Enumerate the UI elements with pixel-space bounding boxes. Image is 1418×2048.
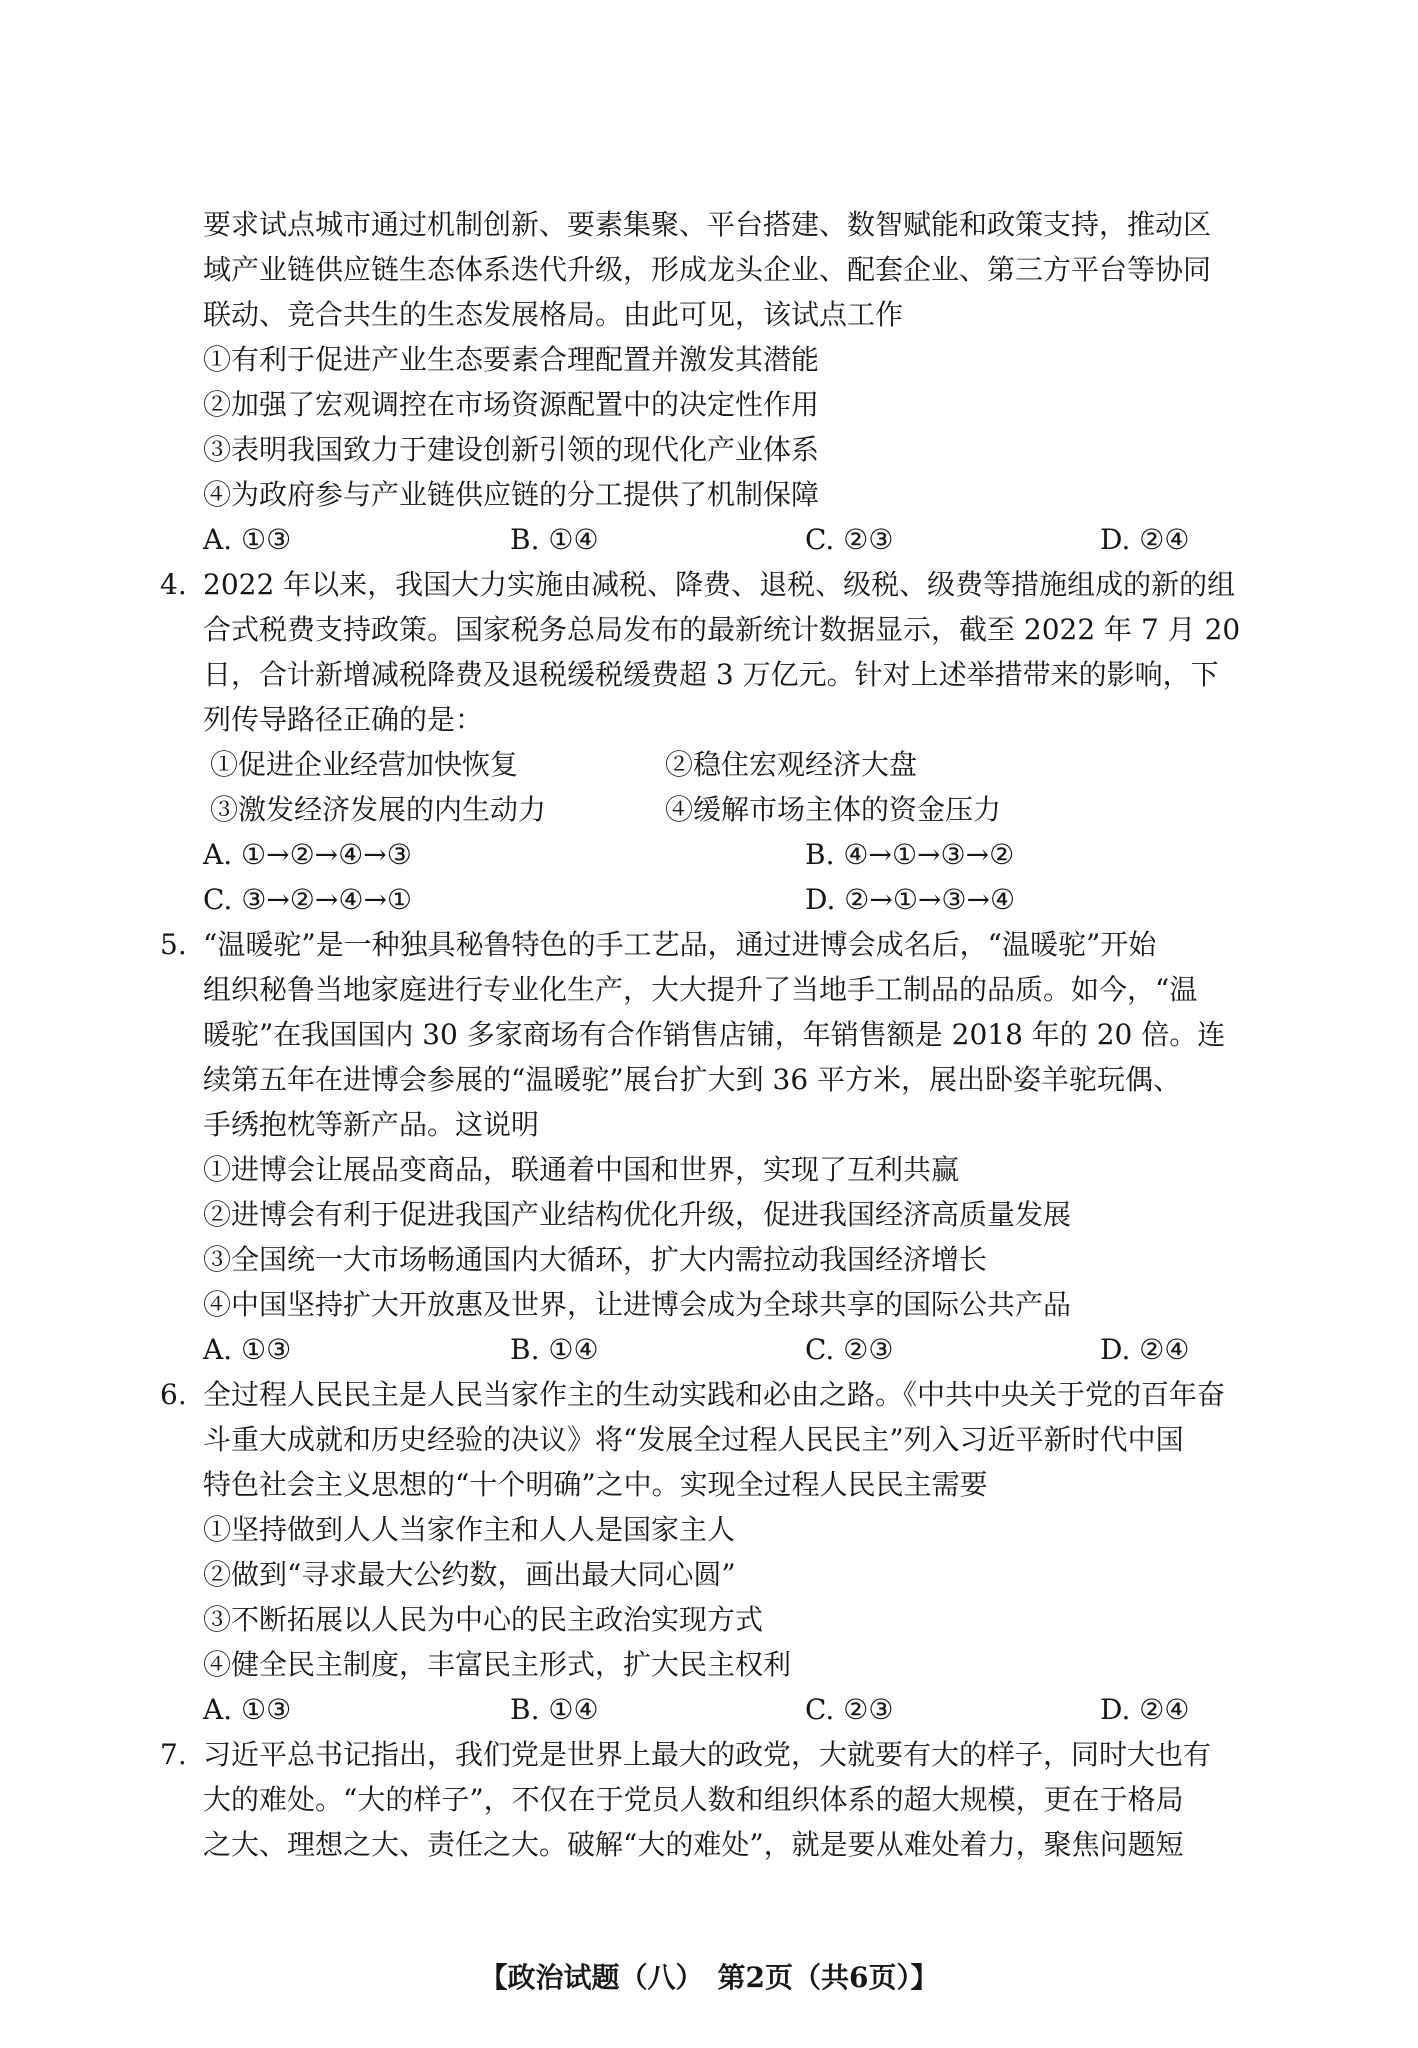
q3-option-a: A. ①③ <box>203 523 292 556</box>
q5-stem-line-1: “温暖驼”是一种独具秘鲁特色的手工艺品，通过进博会成名后，“温暖驼”开始 <box>203 928 1157 961</box>
q4-stem-line-2: 合式税费支持政策。国家税务总局发布的最新统计数据显示，截至 2022 年 7 月 20 <box>203 613 1241 646</box>
q5-option-c: C. ②③ <box>805 1333 894 1366</box>
q7-number: 7. <box>160 1738 187 1771</box>
q3-option-b: B. ①④ <box>510 523 599 556</box>
q4-stem-line-1: 2022 年以来，我国大力实施由减税、降费、退税、级税、级费等措施组成的新的组 <box>203 568 1236 601</box>
q6-item-4: ④健全民主制度，丰富民主形式，扩大民主权利 <box>203 1648 792 1681</box>
q5-item-1: ①进博会让展品变商品，联通着中国和世界，实现了互利共赢 <box>203 1153 960 1186</box>
q6-option-d: D. ②④ <box>1100 1693 1190 1726</box>
q6-option-c: C. ②③ <box>805 1693 894 1726</box>
q4-item-2: ②稳住宏观经济大盘 <box>665 748 918 781</box>
q3-stem-line-2: 域产业链供应链生态体系迭代升级，形成龙头企业、配套企业、第三方平台等协同 <box>203 253 1212 286</box>
q5-stem-line-4: 续第五年在进博会参展的“温暖驼”展台扩大到 36 平方米，展出卧姿羊驼玩偶、 <box>203 1063 1182 1096</box>
q6-stem-line-2: 斗重大成就和历史经验的决议》将“发展全过程人民民主”列入习近平新时代中国 <box>203 1423 1184 1456</box>
q3-item-4: ④为政府参与产业链供应链的分工提供了机制保障 <box>203 478 820 511</box>
q7-stem-line-2: 大的难处。“大的样子”，不仅在于党员人数和组织体系的超大规模，更在于格局 <box>203 1783 1184 1816</box>
q4-option-c: C. ③→②→④→① <box>203 883 413 916</box>
q3-option-c: C. ②③ <box>805 523 894 556</box>
q6-option-b: B. ①④ <box>510 1693 599 1726</box>
q5-stem-line-3: 暖驼”在我国国内 30 多家商场有合作销售店铺，年销售额是 2018 年的 20 倍。连 <box>203 1018 1226 1051</box>
page-footer: 【政治试题（八） 第2页（共6页）】 <box>479 1961 939 1994</box>
q4-item-4: ④缓解市场主体的资金压力 <box>665 793 1002 826</box>
q5-item-2: ②进博会有利于促进我国产业结构优化升级，促进我国经济高质量发展 <box>203 1198 1072 1231</box>
q5-option-a: A. ①③ <box>203 1333 292 1366</box>
q4-stem-line-4: 列传导路径正确的是： <box>203 703 484 736</box>
q3-item-3: ③表明我国致力于建设创新引领的现代化产业体系 <box>203 433 820 466</box>
q3-stem-line-1: 要求试点城市通过机制创新、要素集聚、平台搭建、数智赋能和政策支持，推动区 <box>203 208 1212 241</box>
q5-stem-line-5: 手绣抱枕等新产品。这说明 <box>203 1108 540 1141</box>
q5-option-d: D. ②④ <box>1100 1333 1190 1366</box>
q4-item-3: ③激发经济发展的内生动力 <box>210 793 547 826</box>
q7-stem-line-1: 习近平总书记指出，我们党是世界上最大的政党，大就要有大的样子，同时大也有 <box>203 1738 1212 1771</box>
q4-item-1: ①促进企业经营加快恢复 <box>210 748 519 781</box>
q4-option-d: D. ②→①→③→④ <box>805 883 1016 916</box>
q6-stem-line-3: 特色社会主义思想的“十个明确”之中。实现全过程人民民主需要 <box>203 1468 988 1501</box>
q3-item-1: ①有利于促进产业生态要素合理配置并激发其潜能 <box>203 343 820 376</box>
q4-number: 4. <box>160 568 187 601</box>
q6-item-3: ③不断拓展以人民为中心的民主政治实现方式 <box>203 1603 764 1636</box>
q4-option-b: B. ④→①→③→② <box>805 838 1015 871</box>
q6-stem-line-1: 全过程人民民主是人民当家作主的生动实践和必由之路。《中共中央关于党的百年奋 <box>203 1378 1226 1411</box>
q7-stem-line-3: 之大、理想之大、责任之大。破解“大的难处”，就是要从难处着力，聚焦问题短 <box>203 1828 1184 1861</box>
q6-number: 6. <box>160 1378 187 1411</box>
q6-item-1: ①坚持做到人人当家作主和人人是国家主人 <box>203 1513 736 1546</box>
q5-stem-line-2: 组织秘鲁当地家庭进行专业化生产，大大提升了当地手工制品的品质。如今，“温 <box>203 973 1198 1006</box>
q3-option-d: D. ②④ <box>1100 523 1190 556</box>
q5-item-3: ③全国统一大市场畅通国内大循环，扩大内需拉动我国经济增长 <box>203 1243 988 1276</box>
q6-item-2: ②做到“寻求最大公约数，画出最大同心圆” <box>203 1558 736 1591</box>
q4-option-a: A. ①→②→④→③ <box>203 838 412 871</box>
q5-option-b: B. ①④ <box>510 1333 599 1366</box>
q3-item-2: ②加强了宏观调控在市场资源配置中的决定性作用 <box>203 388 820 421</box>
q4-stem-line-3: 日，合计新增减税降费及退税缓税缓费超 3 万亿元。针对上述举措带来的影响，下 <box>203 658 1219 691</box>
q3-stem-line-3: 联动、竞合共生的生态发展格局。由此可见，该试点工作 <box>203 298 904 331</box>
q5-number: 5. <box>160 928 187 961</box>
q5-item-4: ④中国坚持扩大开放惠及世界，让进博会成为全球共享的国际公共产品 <box>203 1288 1072 1321</box>
q6-option-a: A. ①③ <box>203 1693 292 1726</box>
